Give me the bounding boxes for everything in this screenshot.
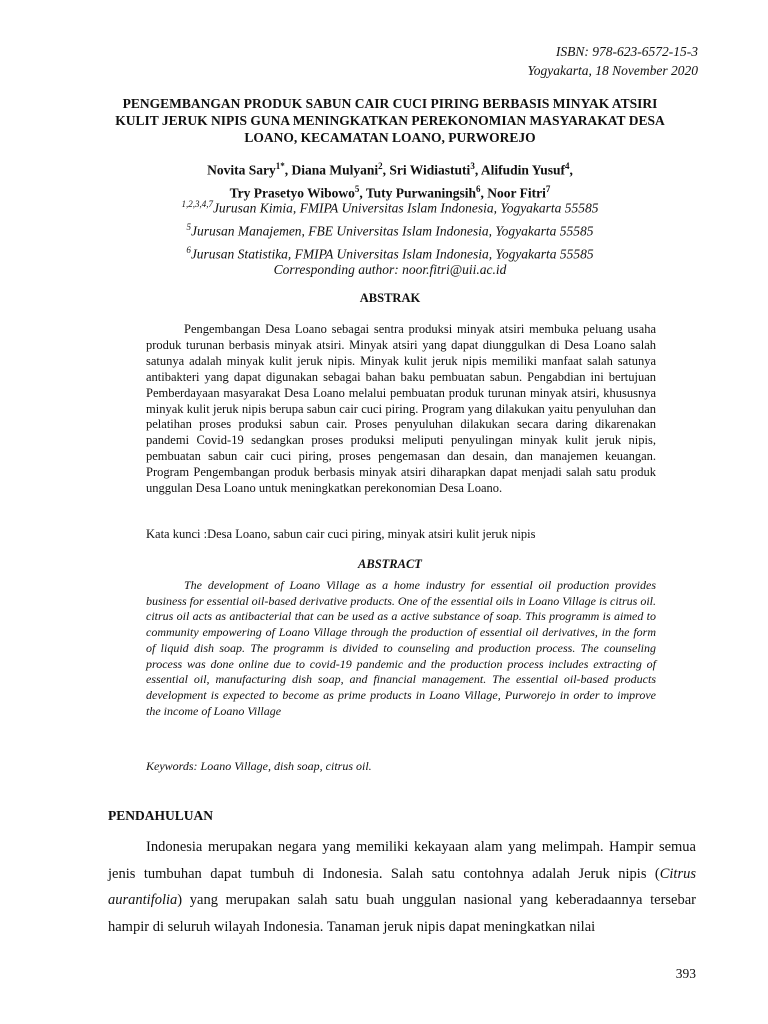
- author-name: Try Prasetyo Wibowo: [229, 185, 355, 200]
- abstrak-heading: ABSTRAK: [359, 291, 421, 305]
- abstract-heading: ABSTRACT: [358, 557, 422, 571]
- page-number: 393: [675, 966, 696, 981]
- author-list: Novita Sary$^{1*}$, Diana Mulyani$^2$, Sri Widiastuti$^3$, Alifudin Yusuf$^4$, Try Prasetyo Wibowo$^5$, Tuty Purwaningsih$^6$, Noor Fitri$^7$: [207, 161, 573, 200]
- abstrak-body: [146, 322, 656, 497]
- affiliation: $^6$Jurusan Statistika, FMIPA Universitas Islam Indonesia, Yogyakarta 55585: [186, 245, 594, 262]
- conference-date: Yogyakarta, 18 November 2020: [527, 63, 698, 78]
- affiliations: [100, 195, 680, 264]
- keywords: Keywords: Loano Village, dish soap, citrus oil.: [146, 759, 372, 773]
- author-sup: 1*: [275, 161, 285, 171]
- author-sup: 7: [545, 183, 551, 194]
- author-name: Diana Mulyani: [291, 162, 379, 178]
- section-heading: PENDAHULUAN: [108, 808, 214, 823]
- author-name: Tuty Purwaningsih: [365, 185, 477, 200]
- affiliation: $^{1,2,3,4,7}$Jurusan Kimia, FMIPA Universitas Islam Indonesia, Yogyakarta 55585: [181, 199, 599, 216]
- isbn: ISBN: 978-623-6572-15-3: [555, 44, 698, 59]
- kata-kunci: Kata kunci :Desa Loano, sabun cair cuci piring, minyak atsiri kulit jeruk nipis: [146, 527, 536, 541]
- abstract-body: [146, 578, 656, 719]
- author-sup: 2: [378, 161, 383, 171]
- author-name: Sri Widiastuti: [389, 162, 471, 178]
- author-sup: 3: [470, 161, 475, 171]
- author-name: Alifudin Yusuf: [480, 162, 565, 178]
- affiliation: $^5$Jurusan Manajemen, FBE Universitas Islam Indonesia, Yogyakarta 55585: [186, 222, 594, 239]
- abstrak-text: Pengembangan Desa Loano sebagai sentra produksi minyak atsiri membuka peluang usaha produk turunan berbasis minyak atsiri. Minyak atsiri yang dapat diunggulkan di Desa Loano salah satunya adalah minyak kulit jeruk nipis. Minyak kulit jeruk nipis memiliki manfaat salah satunya antibakteri yang dapat digunakan sebagai bahan baku pembuatan sabun. Pengabdian ini bertujuan Pemberdayaan masyarakat Desa Loano melalui pembuatan produk turunan minyak atsiri, khususnya minyak kulit jeruk nipis berupa sabun cair cuci piring. Program yang dilakukan yaitu penyuluhan dan pelatihan proses produksi sabun cair. Proses penyuluhan dilakukan secara daring dikarenakan pandemi Covid-19 sedangkan proses produksi meliputi penyulingan minyak kulit jeruk nipis, pembuatan sabun cair cuci piring, proses pengemasan dan desain, dan manajemen keuangan. Program Pengembangan produk berbasis minyak atsiri diharapkan dapat menjadi salah satu produk unggulan Desa Loano untuk meningkatkan perekonomian Desa Loano.: [146, 322, 656, 496]
- corresponding-author: Corresponding author: noor.fitri@uii.ac.id: [273, 262, 507, 277]
- species-name: Citrus aurantifolia: [108, 865, 696, 908]
- abstract-text: The development of Loano Village as a home industry for essential oil production provides business for essential oil-based derivative products. One of the essential oils in Loano Village is citrus oil. citrus oil acts as antibacterial that can be used as a active substance of soap. This programm is aimed to community empowering of Loano Village through the production of essential oil derivatives, in the form of liquid dish soap. The programm is divided to counseling and production process. The counseling process was done online due to covid-19 pandemic and the production process includes extracting of essential oil, manufacturing dish soap, and financial management. The essential oil-based products development is expected to become as prime products in Loano Village, Purworejo in order to improve the income of Loano Village: [146, 578, 656, 718]
- page-header: [528, 42, 699, 80]
- section-body: [108, 834, 696, 940]
- author-sup: 6: [476, 183, 481, 194]
- author-sup: 4: [565, 161, 570, 171]
- paper-title: PENGEMBANGAN PRODUK SABUN CAIR CUCI PIRING BERBASIS MINYAK ATSIRI KULIT JERUK NIPIS GUNA MENINGKATKAN PEREKONOMIAN MASYARAKAT DESA LOANO, KECAMATAN LOANO, PURWOREJO: [115, 96, 665, 145]
- author-sup: 5: [354, 183, 360, 194]
- author-name: Noor Fitri: [487, 185, 546, 200]
- paragraph: Indonesia merupakan negara yang memiliki kekayaan alam yang melimpah. Hampir semua jenis tumbuhan dapat tumbuh di Indonesia. Salah satu contohnya adalah Jeruk nipis (Citrus aurantifolia) yang merupakan salah satu buah unggulan nasional yang keberadaannya tersebar hampir di seluruh wilayah Indonesia. Tanaman jeruk nipis dapat meningkatkan nilai: [108, 839, 696, 935]
- author-name: Novita Sary: [207, 162, 276, 178]
